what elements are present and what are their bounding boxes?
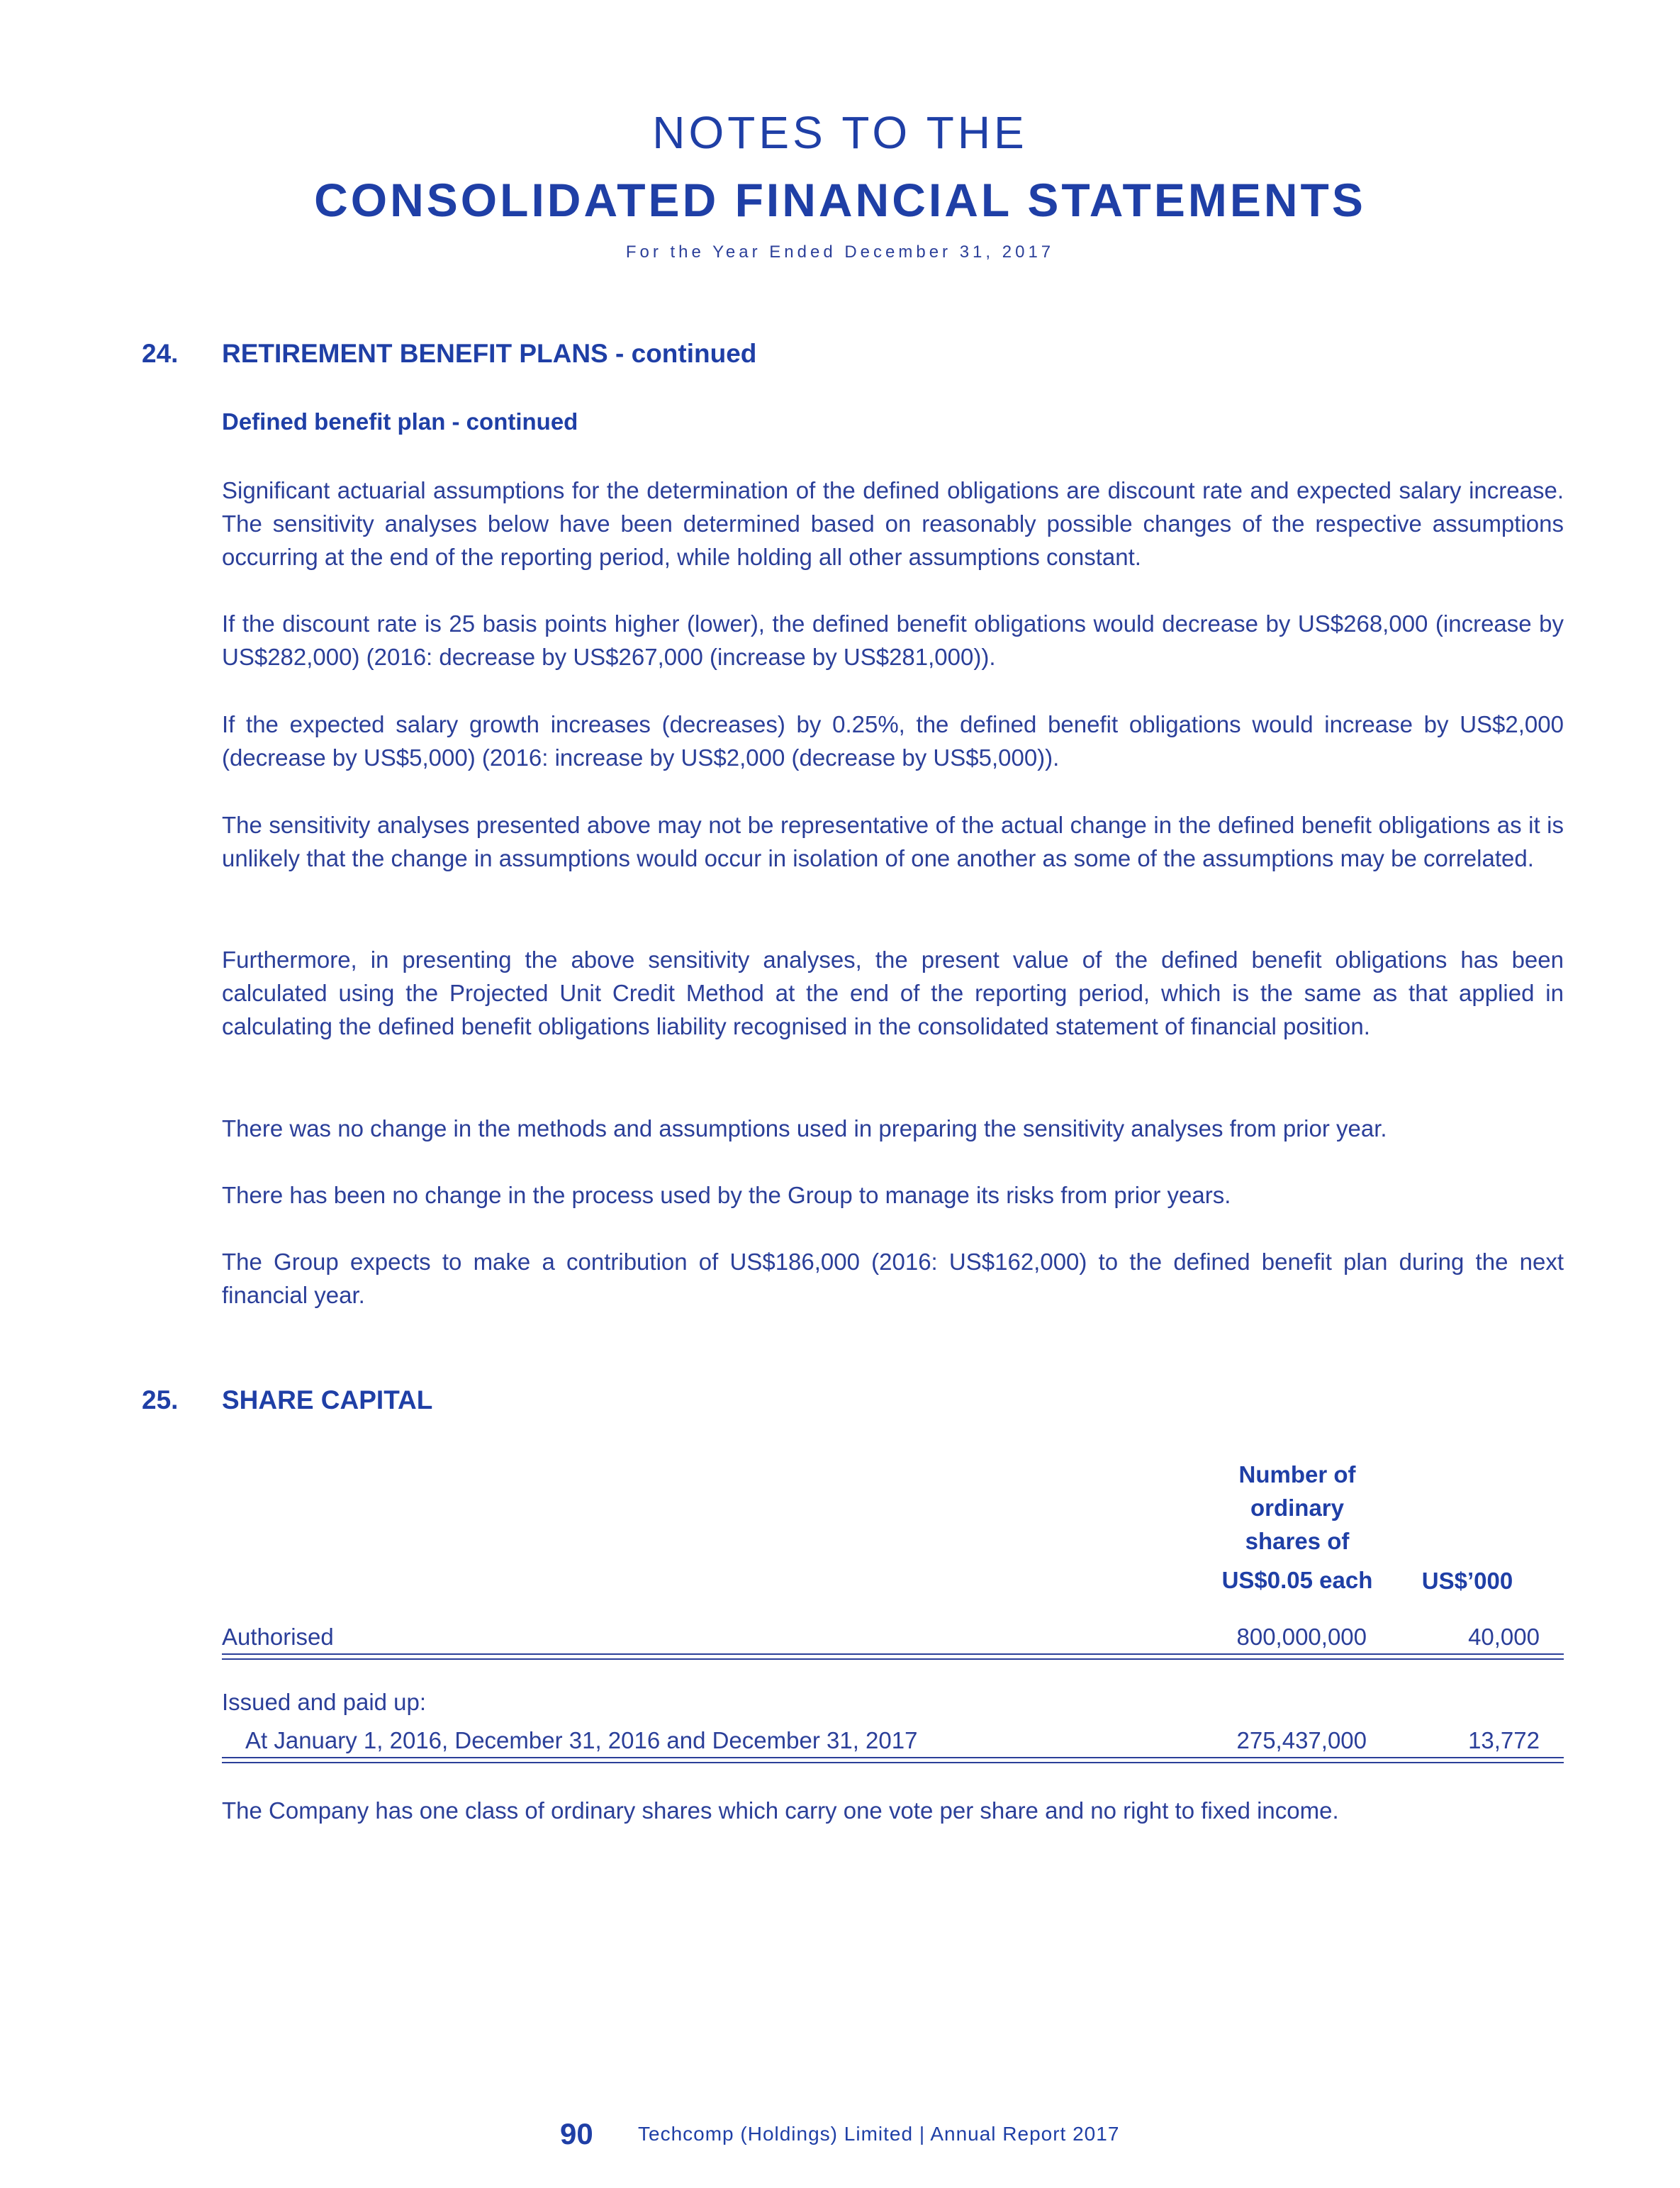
paragraph-no-change-methods: There was no change in the methods and assumptions used in preparing the sensitivity analyses from prior year. xyxy=(222,1115,1387,1142)
row-issued-heading: Issued and paid up: xyxy=(222,1689,427,1715)
paragraph-share-class-note: The Company has one class of ordinary shares which carry one vote per share and no right to fixed income. xyxy=(222,1797,1339,1824)
row-issued-label: At January 1, 2016, December 31, 2016 and December 31, 2017 xyxy=(245,1727,918,1753)
paragraph-no-change-process: There has been no change in the process used by the Group to manage its risks from prior years. xyxy=(222,1182,1231,1208)
paragraph-sensitivity-limits: The sensitivity analyses presented above may not be representative of the actual change in the defined benefit obligations as it is unlikely that the change in assumptions would occur in isolation of one another as some of the assumptions may be correlated. xyxy=(222,812,1564,871)
section-24-number: 24. xyxy=(142,339,179,368)
paragraph-salary-growth: If the expected salary growth increases (decreases) by 0.25%, the defined benefit obligations would increase by US$2,000 (decrease by US$5,000) (2016: increase by US$2,000 (decrease by US$5,000)). xyxy=(222,711,1564,771)
column-header-shares xyxy=(1198,1458,1396,1597)
row-issued-amount: 13,772 xyxy=(1468,1727,1540,1753)
footer-company-report: Techcomp (Holdings) Limited | Annual Report 2017 xyxy=(638,2123,1120,2145)
row-authorised-shares: 800,000,000 xyxy=(1236,1624,1367,1650)
row-authorised-label: Authorised xyxy=(222,1624,334,1650)
column-header-shares-line: US$0.05 each xyxy=(1221,1567,1373,1593)
section-24-title: RETIREMENT BENEFIT PLANS - continued xyxy=(222,339,757,368)
header-period: For the Year Ended December 31, 2017 xyxy=(625,242,1055,262)
header-notes-title: NOTES TO THE xyxy=(652,107,1028,158)
section-25-number: 25. xyxy=(142,1385,179,1414)
column-header-shares-line: shares of xyxy=(1245,1528,1350,1554)
table-rule xyxy=(222,1658,1564,1660)
row-issued-shares: 275,437,000 xyxy=(1236,1727,1367,1753)
paragraph-projected-unit-credit: Furthermore, in presenting the above sensitivity analyses, the present value of the defined benefit obligations has been calculated using the Projected Unit Credit Method at the end of the reporting period, which is the same as that applied in calculating the defined benefit obligations liability recognised in the consolidated statement of financial position. xyxy=(222,947,1564,1039)
section-25-title: SHARE CAPITAL xyxy=(222,1385,433,1414)
paragraph-actuarial-assumptions: Significant actuarial assumptions for the determination of the defined obligations are discount rate and expected salary increase. The sensitivity analyses below have been determined based on reasonably possible changes of the respective assumptions occurring at the end of the reporting period, while holding all other assumptions constant. xyxy=(222,477,1564,570)
table-rule xyxy=(222,1762,1564,1763)
column-header-amount: US$’000 xyxy=(1421,1568,1513,1594)
page-number: 90 xyxy=(560,2117,593,2150)
header-main-title: CONSOLIDATED FINANCIAL STATEMENTS xyxy=(314,174,1366,226)
paragraph-discount-rate: If the discount rate is 25 basis points higher (lower), the defined benefit obligations would decrease by US$268,000 (increase by US$282,000) (2016: decrease by US$267,000 (increase by US$281,000)). xyxy=(222,610,1564,670)
table-rule xyxy=(222,1653,1564,1655)
column-header-shares-line: ordinary xyxy=(1250,1495,1345,1521)
section-24-subtitle: Defined benefit plan - continued xyxy=(222,408,578,435)
paragraph-expected-contribution: The Group expects to make a contribution of US$186,000 (2016: US$162,000) to the defined benefit plan during the next financial year. xyxy=(222,1249,1564,1308)
column-header-shares-line: Number of xyxy=(1238,1461,1356,1487)
table-rule xyxy=(222,1757,1564,1758)
row-authorised-amount: 40,000 xyxy=(1468,1624,1540,1650)
